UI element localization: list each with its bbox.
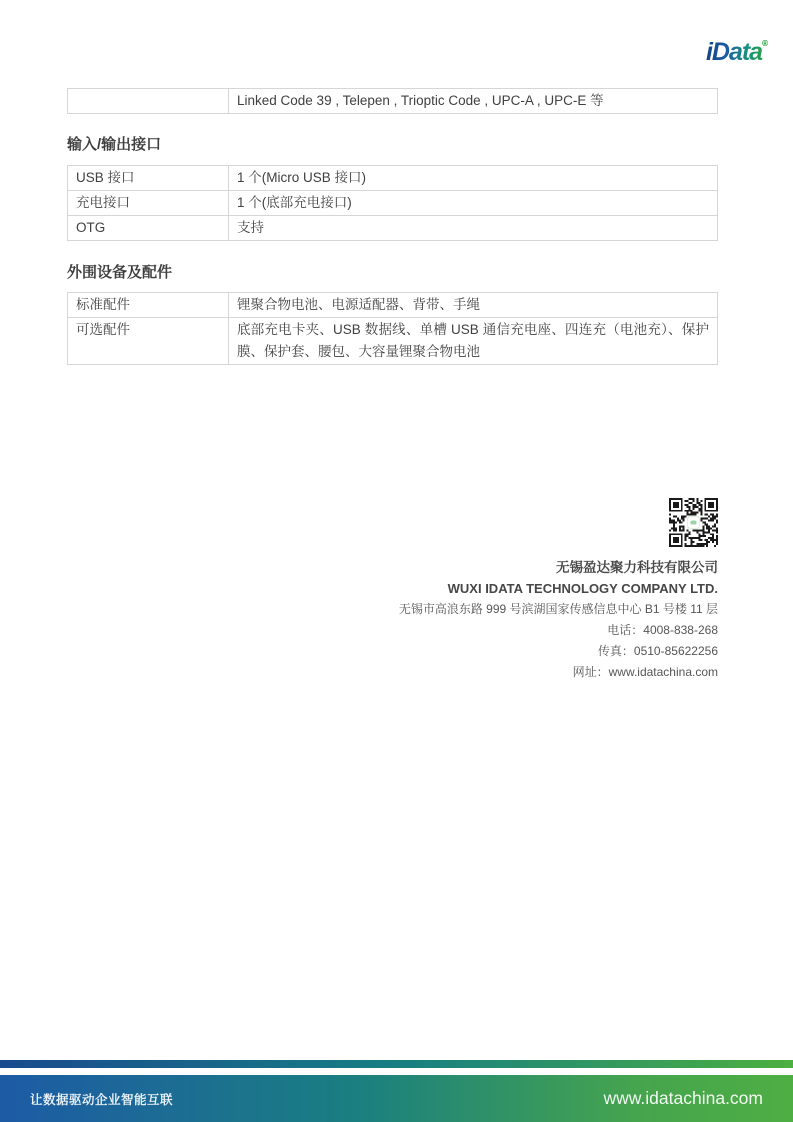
contact-block (399, 498, 718, 683)
spec-label-cell: 充电接口 (68, 191, 229, 216)
company-name-en: WUXI IDATA TECHNOLOGY COMPANY LTD. (447, 581, 718, 596)
table-row (68, 191, 718, 216)
company-address: 无锡市高浪东路 999 号滨湖国家传感信息中心 B1 号楼 11 层 (398, 602, 718, 616)
idata-logo-text: iData (705, 38, 763, 66)
table-row (68, 89, 718, 114)
registered-trademark-icon: ® (762, 39, 767, 48)
company-website: 网址：www.idatachina.com (572, 665, 718, 679)
footer-accent-bar (0, 1060, 793, 1068)
barcode-table-continuation (67, 88, 718, 114)
spec-label-cell: USB 接口 (68, 166, 229, 191)
table-row (68, 293, 718, 318)
table-row (68, 318, 718, 365)
idata-logo (706, 40, 767, 65)
footer-band (0, 1075, 793, 1122)
spec-label-cell: 可选配件 (68, 318, 229, 365)
spec-label-cell: 标准配件 (68, 293, 229, 318)
spec-value-cell: Linked Code 39 , Telepen , Trioptic Code , UPC-A , UPC-E 等 (229, 89, 718, 114)
content-column (67, 88, 718, 365)
spec-label-cell: OTG (68, 216, 229, 241)
footer-website: www.idatachina.com (603, 1088, 763, 1108)
qr-code (669, 498, 718, 552)
company-fax: 传真：0510-85622256 (597, 644, 718, 658)
spec-label-cell (68, 89, 229, 114)
spec-value-cell: 锂聚合物电池、电源适配器、背带、手绳 (229, 293, 718, 318)
table-row (68, 166, 718, 191)
spec-value-cell: 底部充电卡夹、USB 数据线、单槽 USB 通信充电座、四连充（电池充）、保护膜、保护套、腰包、大容量锂聚合物电池 (229, 318, 718, 365)
footer-slogan: 让数据驱动企业智能互联 (30, 1092, 174, 1107)
spec-value-cell: 支持 (229, 216, 718, 241)
accessories-table (67, 292, 718, 365)
spec-value-cell: 1 个(Micro USB 接口) (229, 166, 718, 191)
io-table (67, 165, 718, 241)
section-title-io: 输入/输出接口 (67, 136, 162, 153)
spec-value-cell: 1 个(底部充电接口) (229, 191, 718, 216)
table-row (68, 216, 718, 241)
company-name-cn: 无锡盈达聚力科技有限公司 (556, 560, 718, 575)
company-phone: 电话：4008-838-268 (607, 623, 718, 637)
section-title-accessories: 外围设备及配件 (67, 264, 173, 281)
